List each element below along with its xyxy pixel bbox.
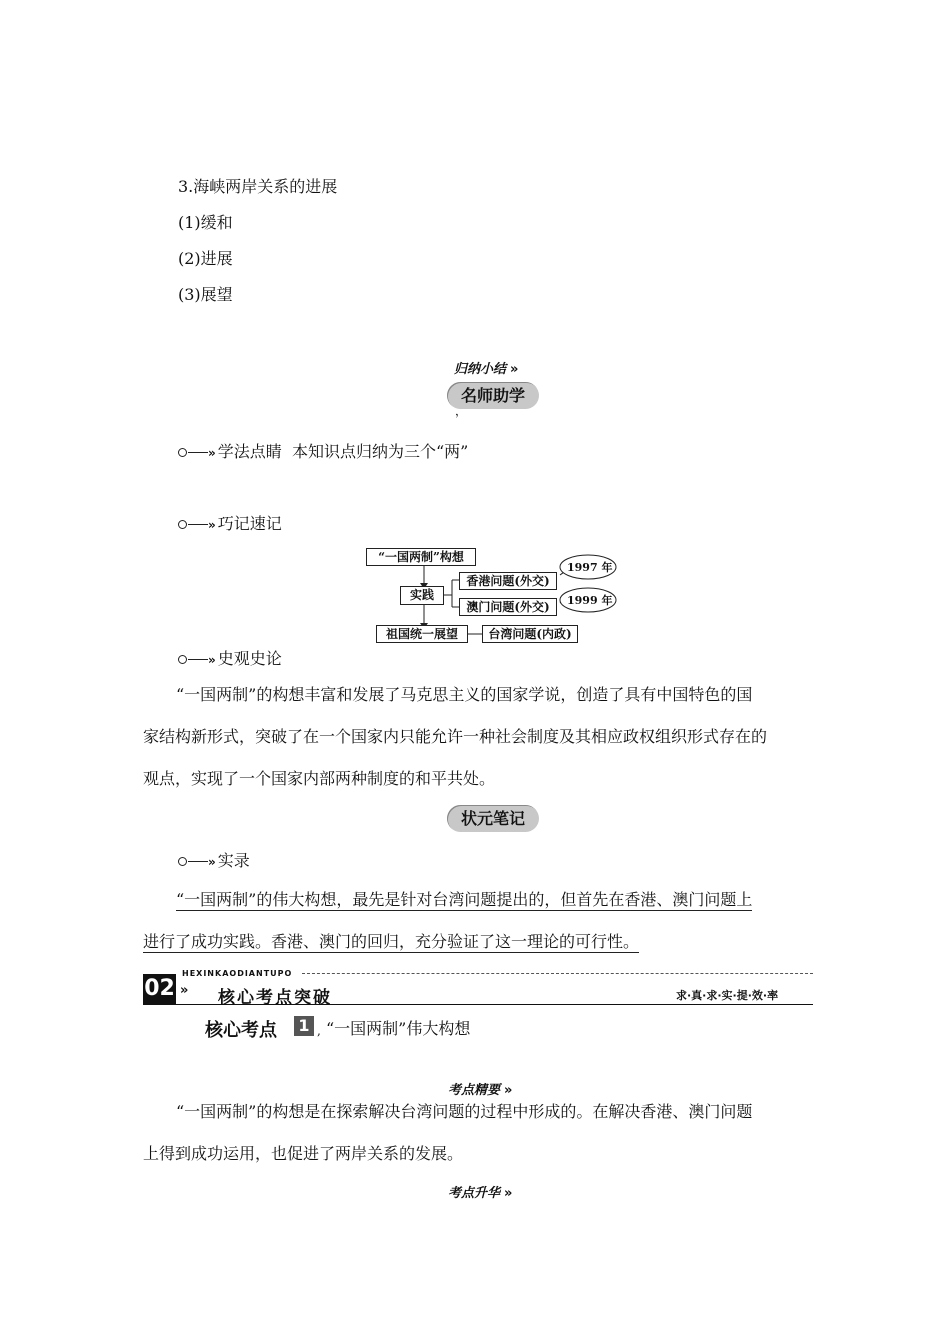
essentials-p1: “一国两制”的构想是在探索解决台湾问题的过程中形成的。在解决香港、澳门问题 <box>176 1102 753 1121</box>
history-view-label: 史观史论 <box>217 649 282 668</box>
core-point-title: “一国两制”伟大构想 <box>326 1019 471 1038</box>
diagram-hk: 香港问题(外交) <box>459 572 557 590</box>
diagram-practice: 实践 <box>400 586 444 605</box>
outline-sub-1: (1)缓和 <box>178 213 233 232</box>
history-view-p3: 观点，实现了一个国家内部两种制度的和平共处。 <box>143 769 496 788</box>
one-country-two-systems-diagram <box>360 545 630 645</box>
outline-sub-2: (2)进展 <box>178 249 233 268</box>
history-view-row <box>178 651 282 667</box>
bullet-icon: » <box>178 654 218 666</box>
bullet-icon: » <box>178 447 218 459</box>
diagram-macau: 澳门问题(外交) <box>459 598 557 616</box>
outline-sub-3: (3)展望 <box>178 285 233 304</box>
core-point-heading: 核心考点 <box>205 1020 277 1041</box>
chevron-right-icon: » <box>504 1083 513 1098</box>
section-number: 02 <box>143 974 176 1004</box>
essentials-label-text: 考点精要 <box>448 1083 501 1098</box>
essentials-label <box>448 1079 512 1098</box>
notes-label: 实录 <box>217 851 250 870</box>
core-point-comma: , <box>317 1024 321 1038</box>
summary-label <box>454 358 518 377</box>
section-title: 核心考点突破 <box>218 988 332 1008</box>
core-point-number: 1 <box>294 1016 314 1036</box>
history-view-p2: 家结构新形式，突破了在一个国家内只能允许一种社会制度及其相应政权组织形式存在的 <box>143 727 768 746</box>
pill-mingshi: 名师助学 <box>447 382 539 409</box>
chevron-right-icon: » <box>180 983 189 998</box>
bullet-icon: » <box>178 856 218 868</box>
notes-row <box>178 853 250 869</box>
diagram-concept: “一国两制”构想 <box>366 548 476 566</box>
history-view-p1: “一国两制”的构想丰富和发展了马克思主义的国家学说，创造了具有中国特色的国 <box>176 685 753 704</box>
section-dashed-rule <box>302 973 813 974</box>
diagram-hk-year: 1997 年 <box>567 561 613 574</box>
memory-label: 巧记速记 <box>217 514 282 533</box>
chevron-right-icon: » <box>510 362 519 377</box>
upgrade-label-text: 考点升华 <box>448 1186 501 1201</box>
notes-p2: 进行了成功实践。香港、澳门的回归，充分验证了这一理论的可行性。 <box>143 932 640 951</box>
section-slogan: 求·真·求·实·提·效·率 <box>676 989 779 1002</box>
diagram-taiwan: 台湾问题(内政) <box>482 625 578 643</box>
diagram-macau-year: 1999 年 <box>567 594 613 607</box>
study-method-text: 本知识点归纳为三个“两” <box>291 442 469 461</box>
diagram-future: 祖国统一展望 <box>376 625 468 643</box>
bullet-icon: » <box>178 519 218 531</box>
study-method-label: 学法点睛 <box>217 442 282 461</box>
essentials-p2: 上得到成功运用，也促进了两岸关系的发展。 <box>143 1144 464 1163</box>
section-pinyin: HEXINKAODIANTUPO <box>182 969 293 978</box>
upgrade-label <box>448 1182 512 1201</box>
stray-mark: ， <box>455 404 468 418</box>
summary-label-text: 归纳小结 <box>454 362 507 377</box>
pill-zhuangyuan: 状元笔记 <box>447 805 539 832</box>
study-method-row <box>178 444 468 460</box>
chevron-right-icon: » <box>504 1186 513 1201</box>
outline-item-3: 3.海峡两岸关系的进展 <box>178 177 338 196</box>
memory-row <box>178 516 282 532</box>
notes-p1: “一国两制”的伟大构想，最先是针对台湾问题提出的，但首先在香港、澳门问题上 <box>176 890 753 909</box>
